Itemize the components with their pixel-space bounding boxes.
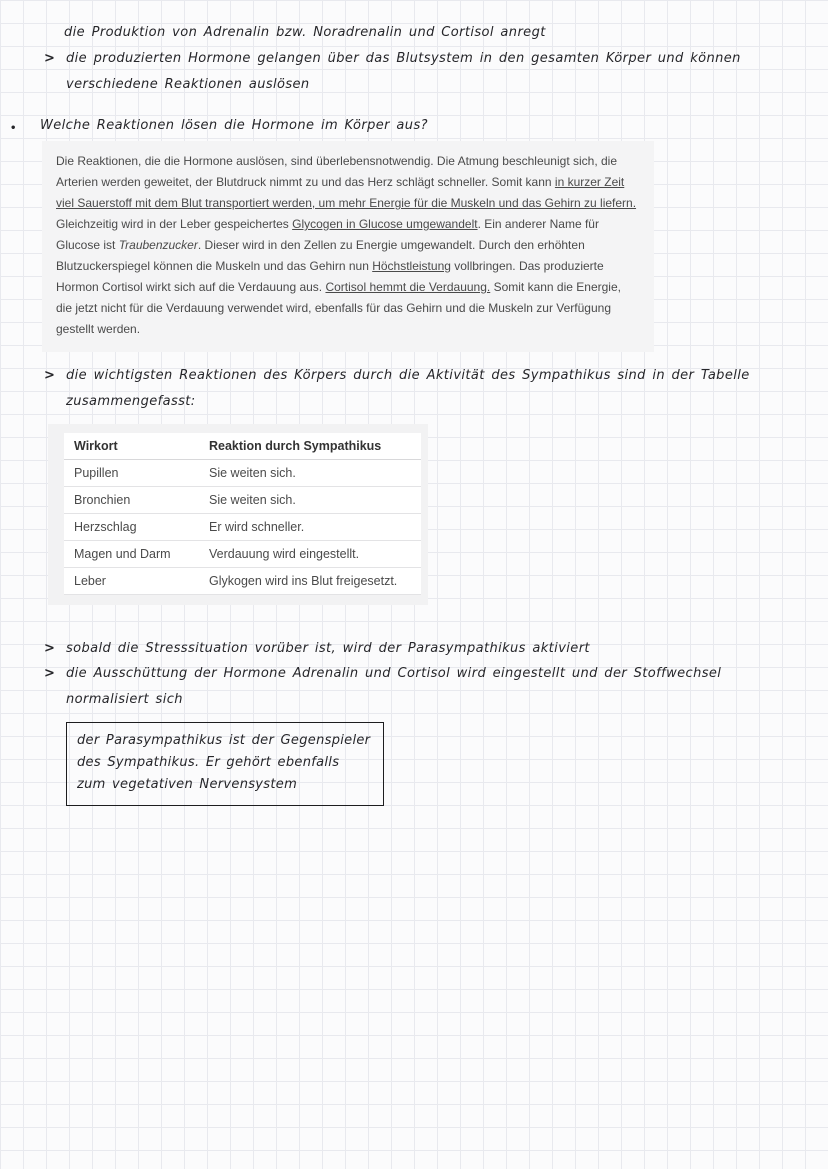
handwritten-bullet-parasympathikus-aktiviert (44, 636, 804, 662)
handwritten-bullet-text: sobald die Stresssituation vorüber ist, wird der Parasympathikus aktiviert (66, 641, 590, 656)
handwritten-bullet-stoffwechsel-normalisiert (44, 661, 784, 713)
table-row (64, 460, 421, 487)
table-header-wirkort: Wirkort (64, 433, 199, 460)
table-cell-reaktion: Sie weiten sich. (199, 487, 421, 514)
table-cell-wirkort: Magen und Darm (64, 541, 199, 568)
reactions-table (64, 433, 421, 595)
table-row (64, 568, 421, 595)
table-cell-reaktion: Sie weiten sich. (199, 460, 421, 487)
arrow-marker: > (44, 641, 56, 656)
dot-marker: • (10, 123, 17, 134)
handwritten-line-continuation: die Produktion von Adrenalin bzw. Noradrenalin und Cortisol anregt (64, 25, 546, 40)
handwritten-bullet-text: die produzierten Hormone gelangen über das Blutsystem in den gesamten Körper und können verschiedene Reaktionen auslösen (66, 51, 741, 92)
table-cell-reaktion: Er wird schneller. (199, 514, 421, 541)
typed-explanation-panel (42, 141, 654, 352)
arrow-marker: > (44, 51, 56, 66)
handwritten-table-intro-text: die wichtigsten Reaktionen des Körpers durch die Aktivität des Sympathikus sind in der Tabelle zusammengefasst: (66, 368, 750, 409)
reactions-table-panel (48, 424, 428, 605)
table-cell-wirkort: Pupillen (64, 460, 199, 487)
note-box-parasympathikus: der Parasympathikus ist der Gegenspieler des Sympathikus. Er gehört ebenfalls zum vegetativen Nervensystem (66, 722, 384, 806)
handwritten-question (10, 113, 800, 142)
table-cell-wirkort: Leber (64, 568, 199, 595)
arrow-marker: > (44, 368, 56, 383)
table-row (64, 487, 421, 514)
handwritten-question-text: Welche Reaktionen lösen die Hormone im Körper aus? (40, 118, 428, 133)
arrow-marker: > (44, 666, 56, 681)
handwritten-bullet-hormone-blutsystem (44, 46, 804, 98)
table-cell-reaktion: Verdauung wird eingestellt. (199, 541, 421, 568)
table-cell-wirkort: Herzschlag (64, 514, 199, 541)
table-cell-wirkort: Bronchien (64, 487, 199, 514)
typed-explanation-paragraph: Die Reaktionen, die die Hormone auslösen, sind überlebensnotwendig. Die Atmung beschleunigt sich, die Arterien werden geweitet, der Blutdruck nimmt zu und das Herz schlägt schneller. Somit kann in kurzer Zeit viel Sauerstoff mit dem Blut transportiert werden, um mehr Energie für die Muskeln und das Gehirn zu liefern. Gleichzeitig wird in der Leber gespeichertes Glycogen in Glucose umgewandelt. Ein anderer Name für Glucose ist Traubenzucker. Dieser wird in den Zellen zu Energie umgewandelt. Durch den erhöhten Blutzuckerspiegel können die Muskeln und das Gehirn nun Höchstleistung vollbringen. Das produzierte Hormon Cortisol wirkt sich auf die Verdauung aus. Cortisol hemmt die Verdauung. Somit kann die Energie, die jetzt nicht für die Verdauung verwendet wird, ebenfalls für das Gehirn und die Muskeln zur Verfügung gestellt werden. (56, 154, 637, 336)
table-cell-reaktion: Glykogen wird ins Blut freigesetzt. (199, 568, 421, 595)
handwritten-table-intro (44, 363, 754, 415)
table-header-row (64, 433, 421, 460)
table-row (64, 514, 421, 541)
table-header-reaktion: Reaktion durch Sympathikus (199, 433, 421, 460)
table-row (64, 541, 421, 568)
handwritten-bullet-text: die Ausschüttung der Hormone Adrenalin und Cortisol wird eingestellt und der Stoffwechsel normalisiert sich (66, 666, 722, 707)
